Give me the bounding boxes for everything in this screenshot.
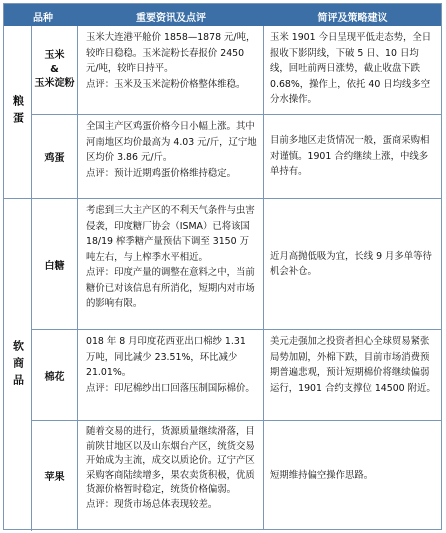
category-soft-commodities: 软商品 bbox=[4, 199, 32, 531]
comment-apple-text: 短期维持偏空操作思路。 bbox=[270, 469, 374, 481]
comment-sugar bbox=[264, 199, 441, 329]
news-corn: 玉米大连港平舱价 1858—1878 元/吨，较昨日稳稳。玉米淀粉长春报价 2450 元/吨，较昨日持平。 点评：玉米及玉米淀粉价格整体维稳。 bbox=[78, 26, 264, 114]
table-header bbox=[4, 4, 441, 26]
product-egg: 鸡蛋 bbox=[32, 115, 78, 198]
news-egg: 全国主产区鸡蛋价格今日小幅上涨。其中河南地区均价最高为 4.03 元/斤，辽宁地区均价 3.86 元/斤。 点评：预计近期鸡蛋价格维持稳定。 bbox=[78, 115, 264, 198]
product-corn: 玉米 & 玉米淀粉 bbox=[32, 26, 78, 114]
category-grain-egg: 粮蛋 bbox=[4, 26, 32, 198]
news-cotton: 018 年 8 月印度花西亚出口棉纱 1.31 万吨，同比减少 23.51%，环比减少 21.01%。 点评：印尼棉纱出口回落压制国际棉价。 bbox=[78, 330, 264, 420]
comment-egg bbox=[264, 115, 441, 198]
product-cotton: 棉花 bbox=[32, 330, 78, 420]
comment-cotton: 美元走强加之投资者担心全球贸易紧张局势加剧，外棉下跌，目前市场消费预期普遍悲观，预计短期棉价将继续偏弱运行，1901 合约支撑位 14500 附近。 bbox=[270, 336, 436, 394]
header-category: 品种 bbox=[33, 13, 53, 24]
product-sugar: 白糖 bbox=[32, 199, 78, 329]
comment-egg-text: 目前多地区走货情况一般，蛋商采购相对谨慎。1901 合约继续上涨，中线多单持有。 bbox=[270, 135, 430, 178]
news-sugar: 考虑到三大主产区的不利天气条件与虫害侵袭，印度糖厂协会（ISMA）已将该国 18/19 榨季糖产量预估下调至 3150 万吨左右，与上榨季水平相近。 点评：印度产量的调整在意料之中，当前糖价已对该信息有所消化，短期内对市场的影响有限。 bbox=[78, 199, 264, 329]
commodity-table bbox=[3, 3, 442, 530]
header-news: 重要资讯及点评 bbox=[136, 13, 206, 24]
header-comment: 简评及策略建议 bbox=[317, 13, 388, 24]
comment-corn: 玉米 1901 今日呈现平低走态势，全日报收下影阴线，下破 5 日、10 日均线，回吐前两日涨势，截止收盘下跌 0.68%，操作上，依托 40 日均线多空分水操作。 bbox=[270, 32, 432, 105]
news-apple: 随着交易的进行，货源质量继续滑落，目前陕甘地区以及山东烟台产区，统货交易开始成为主流，成交以质论价。辽宁产区采购客商陆续增多，果农卖货积极，优质货源价格暂时稳定，统货价格偏弱。 点评：现货市场总体表现较差。 bbox=[78, 421, 264, 530]
product-apple: 苹果 bbox=[32, 421, 78, 530]
comment-apple bbox=[264, 421, 441, 530]
comment-sugar-text: 近月高抛低吸为宜，长线 9 月多单等待机会补仓。 bbox=[270, 250, 432, 277]
